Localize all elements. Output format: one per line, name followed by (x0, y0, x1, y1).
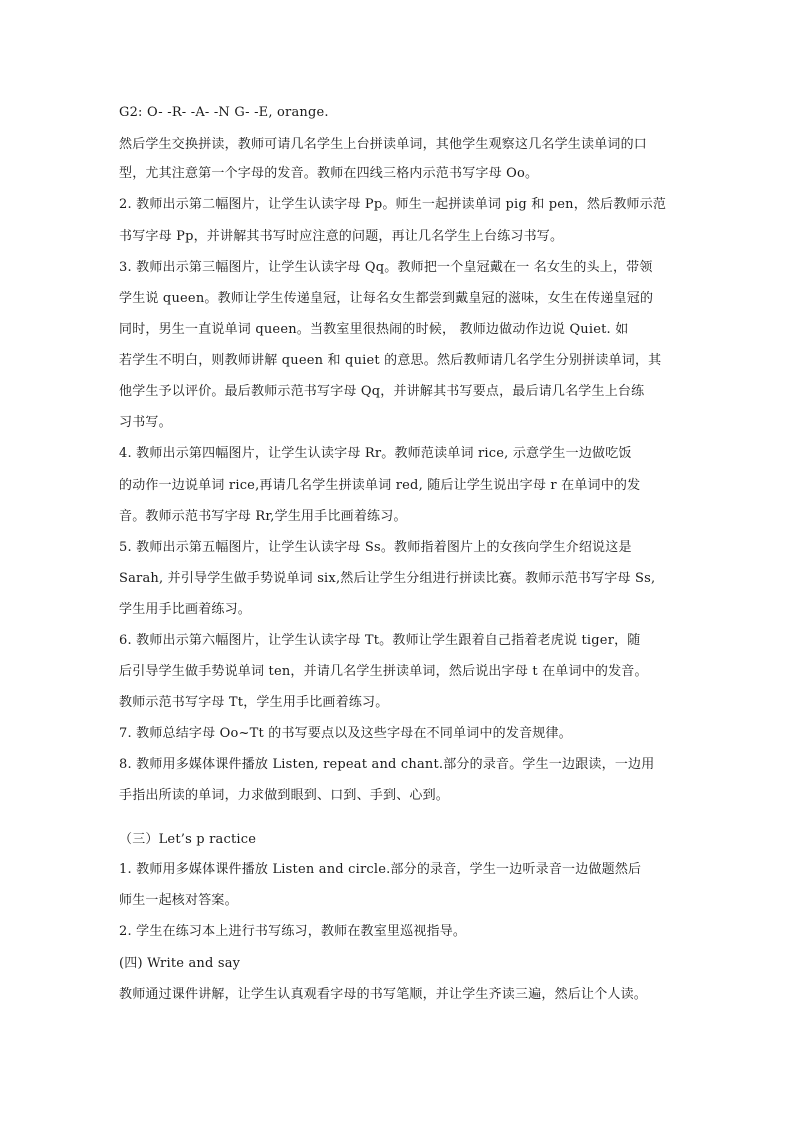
text-line: 4. 教师出示第四幅图片，让学生认读字母 Rr。教师范读单词 rice, 示意学生一边做吃饭 (119, 446, 632, 461)
section-heading: (四) Write and say (119, 956, 241, 971)
text-line: 学生用手比画着练习。 (119, 602, 252, 617)
text-line: 5. 教师出示第五幅图片，让学生认读字母 Ss。教师指着图片上的女孩向学生介绍说这是 (119, 540, 632, 555)
text-line: 然后学生交换拼读，教师可请几名学生上台拼读单词，其他学生观察这几名学生读单词的口 (119, 137, 648, 152)
text-line: 习书写。 (119, 415, 172, 430)
text-line: 若学生不明白，则教师讲解 queen 和 quiet 的意思。然后教师请几名学生分别拼读单词，其 (119, 353, 662, 368)
text-line: 他学生予以评价。最后教师示范书写字母 Qq，并讲解其书写要点，最后请几名学生上台练 (119, 384, 645, 399)
text-line: 学生说 queen。教师让学生传递皇冠，让每名女生都尝到戴皇冠的滋味，女生在传递皇冠的 (119, 291, 654, 306)
text-line: 6. 教师出示第六幅图片，让学生认读字母 Tt。教师让学生跟着自己指着老虎说 tiger，随 (119, 633, 641, 648)
section-heading: （三）Let’s p ractice (119, 832, 257, 847)
text-line: 1. 教师用多媒体课件播放 Listen and circle.部分的录音，学生一边听录音一边做题然后 (119, 862, 642, 877)
text-line: 书写字母 Pp，并讲解其书写时应注意的问题，再让几名学生上台练习书写。 (119, 229, 564, 244)
text-line: 型，尤其注意第一个字母的发音。教师在四线三格内示范书写字母 Oo。 (119, 166, 539, 181)
text-line: 3. 教师出示第三幅图片，让学生认读字母 Qq。教师把一个皇冠戴在一 名女生的头上，带领 (119, 260, 653, 275)
text-line: 的动作一边说单词 rice,再请几名学生拼读单词 red, 随后让学生说出字母 r 在单词中的发 (119, 478, 641, 493)
text-line: 8. 教师用多媒体课件播放 Listen, repeat and chant.部分的录音。学生一边跟读，一边用 (119, 757, 655, 772)
text-line: 手指出所读的单词，力求做到眼到、口到、手到、心到。 (119, 788, 450, 803)
text-line: 2. 学生在练习本上进行书写练习，教师在教室里巡视指导。 (119, 924, 467, 939)
text-line: 音。教师示范书写字母 Rr,学生用手比画着练习。 (119, 509, 407, 524)
text-line: 师生一起核对答案。 (119, 893, 238, 908)
text-line: 2. 教师出示第二幅图片，让学生认读字母 Pp。师生一起拼读单词 pig 和 pen，然后教师示范 (119, 197, 667, 212)
text-line: Sarah, 并引导学生做手势说单词 six,然后让学生分组进行拼读比赛。教师示范书写字母 Ss, (119, 571, 656, 586)
text-line: 教师通过课件讲解，让学生认真观看字母的书写笔顺，并让学生齐读三遍，然后让个人读。 (119, 987, 648, 1002)
text-line: 7. 教师总结字母 Oo~Tt 的书写要点以及这些字母在不同单词中的发音规律。 (119, 726, 572, 741)
text-line: G2: O- -R- -A- -N G- -E, orange. (119, 105, 329, 120)
text-line: 同时，男生一直说单词 queen。当教室里很热闹的时候， 教师边做动作边说 Quiet. 如 (119, 322, 629, 337)
text-line: 教师示范书写字母 Tt，学生用手比画着练习。 (119, 695, 389, 710)
text-line: 后引导学生做手势说单词 ten，并请几名学生拼读单词，然后说出字母 t 在单词中的发音。 (119, 664, 648, 679)
